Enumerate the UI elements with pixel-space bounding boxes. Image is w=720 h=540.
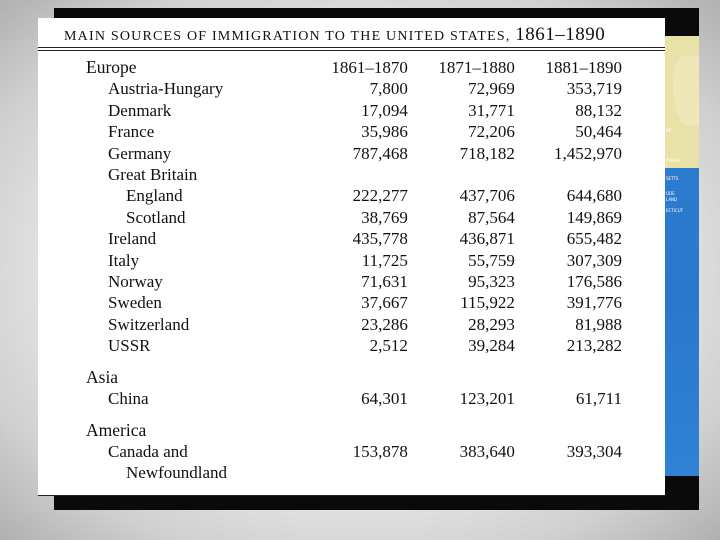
table-title xyxy=(64,24,644,46)
immigration-count: 95,323 xyxy=(468,272,515,292)
group-spacer xyxy=(86,410,626,420)
group-label: America xyxy=(86,419,147,440)
table-row xyxy=(86,121,626,142)
immigration-count: 55,759 xyxy=(468,250,515,270)
immigration-count: 7,800 xyxy=(369,79,408,99)
immigration-count: 1,452,970 xyxy=(554,143,622,163)
immigration-count: 61,711 xyxy=(575,389,622,409)
immigration-count: 72,206 xyxy=(468,122,515,142)
table-row xyxy=(86,292,626,313)
table-row xyxy=(86,185,626,206)
immigration-count: 307,309 xyxy=(566,250,622,270)
immigration-count: 11,725 xyxy=(361,250,408,270)
immigration-count: 391,776 xyxy=(566,293,622,313)
immigration-count: 87,564 xyxy=(468,207,515,227)
immigration-count: 38,769 xyxy=(361,207,408,227)
immigration-count: 718,182 xyxy=(459,143,515,163)
table-row xyxy=(86,207,626,228)
immigration-count: 39,284 xyxy=(468,336,515,356)
immigration-count xyxy=(307,164,414,185)
immigration-count: 436,871 xyxy=(459,229,515,249)
table-row xyxy=(86,250,626,271)
country-name: Canada and xyxy=(108,441,188,461)
immigration-count: 37,667 xyxy=(361,293,408,313)
immigration-count: 149,869 xyxy=(566,207,622,227)
immigration-count: 17,094 xyxy=(361,100,408,120)
immigration-count: 644,680 xyxy=(566,186,622,206)
document-page xyxy=(38,18,665,496)
immigration-count: 72,969 xyxy=(468,79,515,99)
table-row xyxy=(86,78,626,99)
immigration-count: 222,277 xyxy=(352,186,408,206)
immigration-count: 88,132 xyxy=(575,100,622,120)
title-rule xyxy=(38,47,665,48)
empty-cell xyxy=(521,367,626,388)
table-row xyxy=(86,314,626,335)
immigration-count: 383,640 xyxy=(459,441,515,461)
immigration-count: 28,293 xyxy=(468,314,515,334)
map-label: PSHIRE xyxy=(666,158,681,163)
immigration-count: 81,988 xyxy=(575,314,622,334)
bottom-rule xyxy=(38,495,665,496)
immigration-count xyxy=(307,462,414,483)
immigration-count: 435,778 xyxy=(352,229,408,249)
empty-cell xyxy=(307,367,414,388)
immigration-count: 437,706 xyxy=(459,186,515,206)
immigration-count: 655,482 xyxy=(566,229,622,249)
country-name: France xyxy=(108,122,155,142)
country-name: Great Britain xyxy=(108,165,198,185)
immigration-count: 787,468 xyxy=(352,143,408,163)
column-header: 1871–1880 xyxy=(438,58,515,77)
title-rule xyxy=(38,50,665,51)
header-row xyxy=(86,57,626,78)
immigration-count: 50,464 xyxy=(575,122,622,142)
group-label: Asia xyxy=(86,366,119,387)
immigration-count xyxy=(414,164,521,185)
immigration-count: 64,301 xyxy=(361,389,408,409)
country-name: Germany xyxy=(108,143,172,163)
group-label: Europe xyxy=(86,57,137,77)
country-name: Sweden xyxy=(108,293,162,313)
column-header: 1881–1890 xyxy=(545,58,622,77)
immigration-count: 176,586 xyxy=(566,272,622,292)
table-row xyxy=(86,100,626,121)
immigration-count xyxy=(521,164,626,185)
country-name: England xyxy=(126,186,183,206)
group-row xyxy=(86,420,626,441)
country-name: Switzerland xyxy=(108,314,190,334)
table-row xyxy=(86,441,626,462)
map-label: NE xyxy=(666,128,672,133)
map-label: ECTICUT xyxy=(666,208,684,213)
table-row xyxy=(86,462,626,483)
title-text: MAIN SOURCES OF IMMIGRATION TO THE UNITED STATES, xyxy=(64,29,511,44)
immigration-count: 35,986 xyxy=(361,122,408,142)
country-name: Scotland xyxy=(126,207,186,227)
table-row xyxy=(86,164,626,185)
immigration-count: 71,631 xyxy=(361,272,408,292)
country-name: China xyxy=(108,389,149,409)
country-name: Denmark xyxy=(108,100,172,120)
empty-cell xyxy=(521,420,626,441)
immigration-count: 31,771 xyxy=(468,100,515,120)
immigration-count xyxy=(521,462,626,483)
country-name: USSR xyxy=(108,336,151,356)
empty-cell xyxy=(414,420,521,441)
country-name: Ireland xyxy=(108,229,157,249)
table-row xyxy=(86,228,626,249)
immigration-count: 123,201 xyxy=(459,389,515,409)
background-map xyxy=(665,36,699,476)
country-name: Italy xyxy=(108,250,140,270)
table-row xyxy=(86,335,626,356)
country-name: Austria-Hungary xyxy=(108,79,224,99)
map-label: LAND xyxy=(666,197,678,202)
map-label: SETTS xyxy=(666,176,679,181)
immigration-count xyxy=(414,462,521,483)
table-row xyxy=(86,388,626,409)
empty-cell xyxy=(414,367,521,388)
map-label: ODE xyxy=(666,191,675,196)
immigration-count: 213,282 xyxy=(566,336,622,356)
empty-cell xyxy=(307,420,414,441)
country-name: Newfoundland xyxy=(126,463,228,483)
immigration-count: 23,286 xyxy=(361,314,408,334)
country-name: Norway xyxy=(108,272,163,292)
table-row xyxy=(86,143,626,164)
group-row xyxy=(86,367,626,388)
immigration-table xyxy=(86,57,626,484)
immigration-count: 153,878 xyxy=(352,441,408,461)
immigration-count: 115,922 xyxy=(460,293,515,313)
table-row xyxy=(86,271,626,292)
group-spacer xyxy=(86,357,626,367)
immigration-count: 353,719 xyxy=(566,79,622,99)
title-years: 1861–1890 xyxy=(515,24,606,45)
column-header: 1861–1870 xyxy=(331,58,408,77)
immigration-count: 2,512 xyxy=(369,336,408,356)
immigration-count: 393,304 xyxy=(566,441,622,461)
